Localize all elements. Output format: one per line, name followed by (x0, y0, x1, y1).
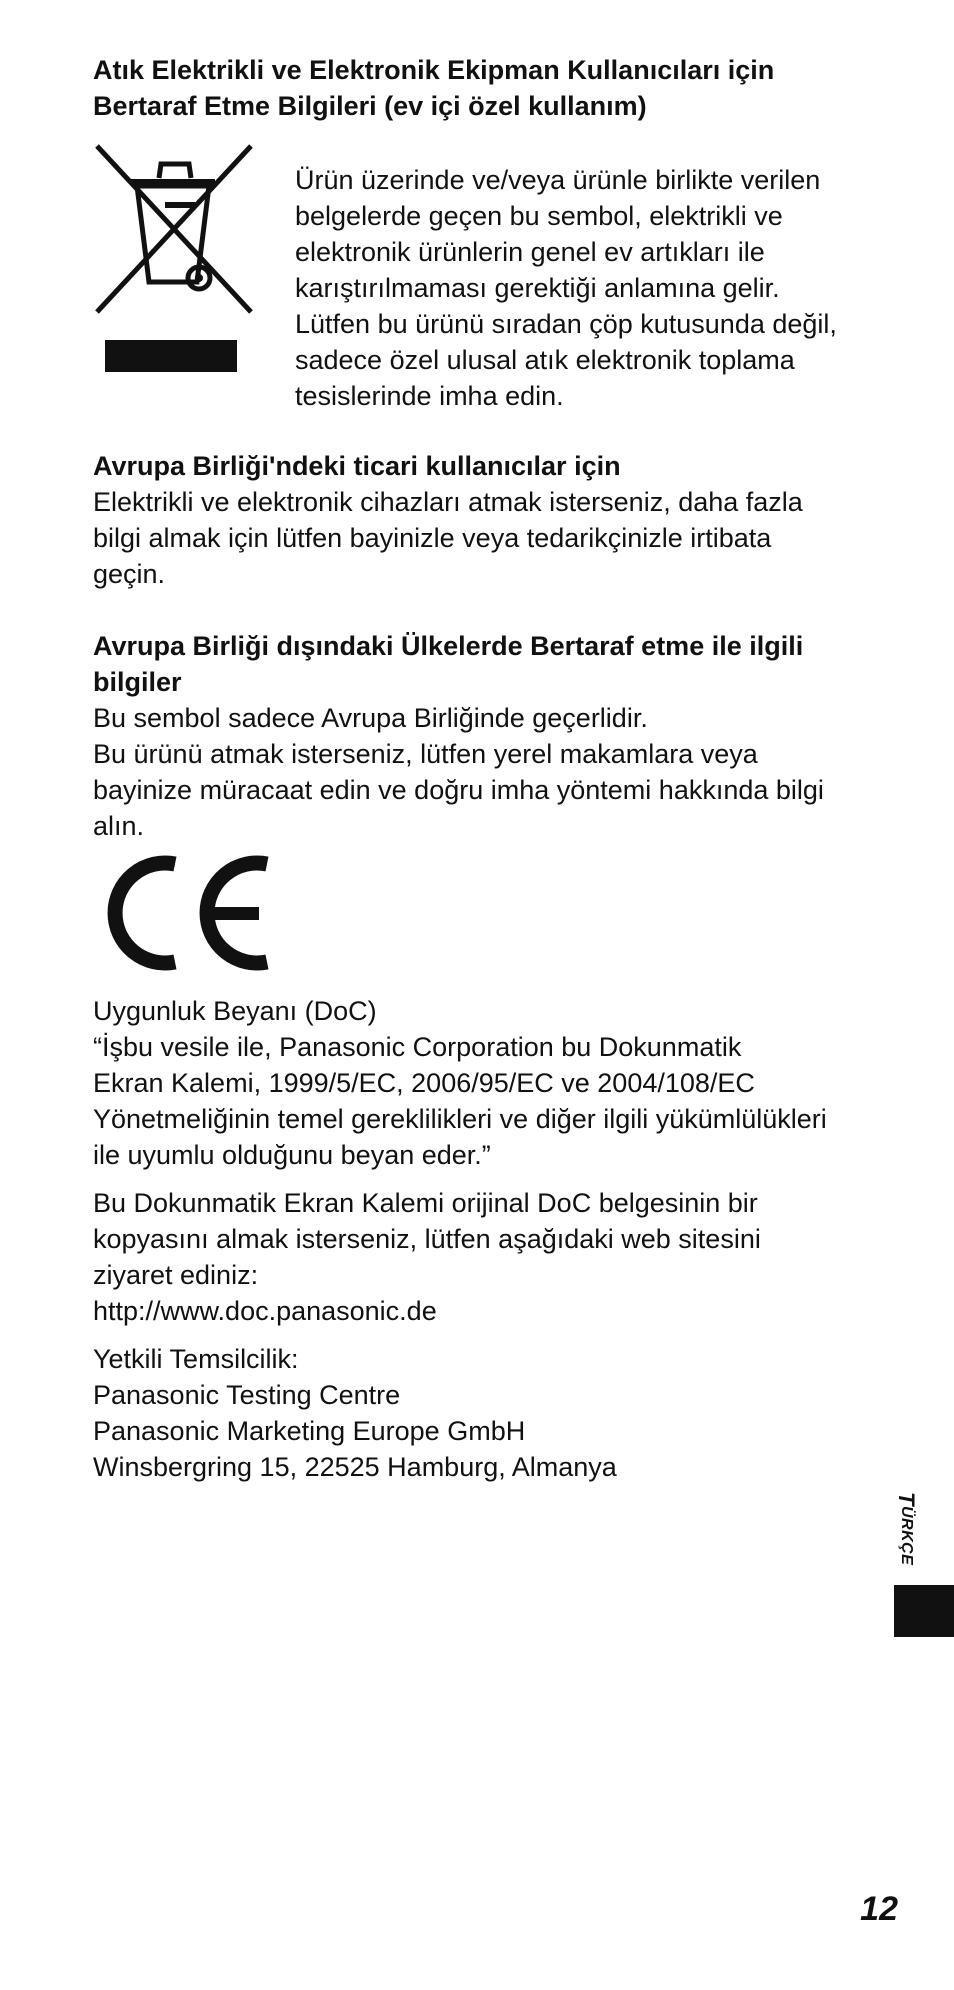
language-tab-label-rest: ÜRKÇE (898, 1505, 915, 1566)
weee-black-bar (105, 340, 237, 372)
doc-line: “İşbu vesile ile, Panasonic Corporation bu Dokunmatik (93, 1032, 742, 1062)
rep-line: Yetkili Temsilcilik: (93, 1344, 299, 1374)
weee-title-line-1: Atık Elektrikli ve Elektronik Ekipman Kullanıcıları için (93, 55, 775, 85)
eu-business-title: Avrupa Birliği'ndeki ticari kullanıcılar için (93, 451, 621, 481)
weee-line: belgelerde geçen bu sembol, elektrikli ve (295, 201, 783, 231)
outside-eu-line: bayinize müracaat edin ve doğru imha yöntemi hakkında bilgi (93, 775, 824, 805)
weee-line: elektronik ürünlerin genel ev artıkları ile (295, 237, 765, 267)
weee-description (295, 162, 837, 414)
authorized-representative (93, 1341, 883, 1485)
language-tab-marker (894, 1585, 954, 1637)
weee-line: karıştırılmaması gerektiği anlamına gelir. (295, 273, 780, 303)
doc-copy-line: kopyasını almak isterseniz, lütfen aşağıdaki web sitesini (93, 1224, 761, 1254)
eu-business-section (93, 448, 883, 592)
rep-line: Panasonic Marketing Europe GmbH (93, 1416, 526, 1446)
rep-line: Winsbergring 15, 22525 Hamburg, Almanya (93, 1452, 617, 1482)
language-tab-label (893, 1492, 919, 1565)
eu-business-line: bilgi almak için lütfen bayinizle veya tedarikçinizle irtibata (93, 523, 772, 553)
document-page (93, 52, 883, 1497)
doc-url: http://www.doc.panasonic.de (93, 1296, 437, 1326)
doc-copy-line: Bu Dokunmatik Ekran Kalemi orijinal DoC belgesinin bir (93, 1188, 758, 1218)
outside-eu-title-line-2: bilgiler (93, 667, 182, 697)
weee-title-line-2: Bertaraf Etme Bilgileri (ev içi özel kullanım) (93, 91, 647, 121)
weee-line: Lütfen bu ürünü sıradan çöp kutusunda değil, (295, 309, 837, 339)
weee-line: sadece özel ulusal atık elektronik toplama (295, 345, 795, 375)
doc-declaration (93, 993, 883, 1173)
outside-eu-line: Bu ürünü atmak isterseniz, lütfen yerel makamlara veya (93, 739, 758, 769)
weee-line: tesislerinde imha edin. (295, 381, 564, 411)
ce-mark-icon (93, 852, 883, 979)
outside-eu-section (93, 628, 883, 844)
rep-line: Panasonic Testing Centre (93, 1380, 401, 1410)
doc-line: Yönetmeliğinin temel gereklilikleri ve diğer ilgili yükümlülükleri (93, 1104, 827, 1134)
outside-eu-line: alın. (93, 811, 145, 841)
eu-business-line: Elektrikli ve elektronik cihazları atmak isterseniz, daha fazla (93, 487, 803, 517)
doc-line: Uygunluk Beyanı (DoC) (93, 996, 377, 1026)
outside-eu-title-line-1: Avrupa Birliği dışındaki Ülkelerde Bertaraf etme ile ilgili (93, 631, 804, 661)
weee-line: Ürün üzerinde ve/veya ürünle birlikte verilen (295, 165, 821, 195)
doc-copy-info (93, 1185, 883, 1329)
eu-business-line: geçin. (93, 559, 166, 589)
weee-section (93, 52, 883, 414)
doc-copy-line: ziyaret ediniz: (93, 1260, 259, 1290)
doc-line: Ekran Kalemi, 1999/5/EC, 2006/95/EC ve 2004/108/EC (93, 1068, 755, 1098)
language-tab-label-lead: T (894, 1492, 919, 1506)
crossed-out-bin-icon (93, 142, 255, 414)
page-number: 12 (860, 1890, 898, 1928)
outside-eu-line: Bu sembol sadece Avrupa Birliğinde geçerlidir. (93, 703, 648, 733)
doc-line: ile uyumlu olduğunu beyan eder.” (93, 1140, 491, 1170)
